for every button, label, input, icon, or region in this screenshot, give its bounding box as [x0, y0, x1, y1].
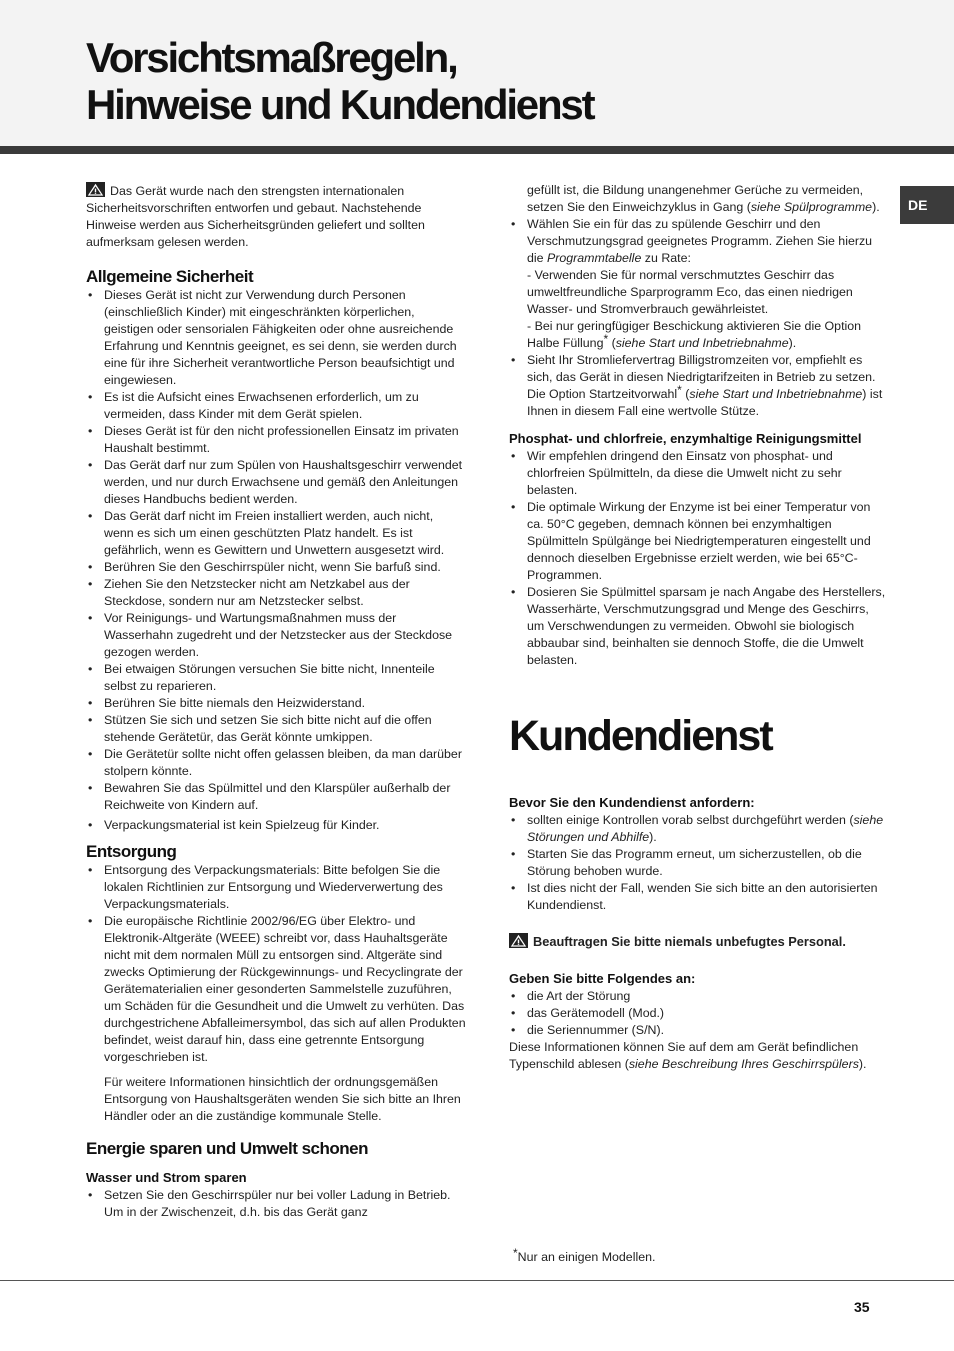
- list-item: • sollten einige Kontrollen vorab selbst durchgeführt werden (siehe Störungen und Abhilfe).: [509, 812, 889, 846]
- footer-rule: [0, 1280, 954, 1281]
- cross-reference: siehe Spülprogramme: [750, 200, 873, 214]
- list-item: • Bei etwaigen Störungen versuchen Sie bitte nicht, Innenteile selbst zu reparieren.: [86, 661, 466, 695]
- footnote: *Nur an einigen Modellen.: [513, 1246, 656, 1264]
- list-item: • die Art der Störung: [509, 988, 889, 1005]
- warning-icon: [86, 182, 105, 197]
- list-item: • Wählen Sie ein für das zu spülende Geschirr und den Verschmutzungsgrad geeignetes Programm. Ziehen Sie hierzu die Programmtabelle zu Rate: - Verwenden Sie für normal verschmutztes Geschirr das umweltfreundliche Sparprogramm Eco, das einen niedrigen Wasser- und Stromverbrauch gewährleistet. - Bei nur geringfügiger Beschickung aktivieren Sie die Option Halbe Füllung* (siehe Start und Inbetriebnahme).: [509, 216, 889, 352]
- language-tab: DE: [900, 186, 954, 224]
- section-heading-kundendienst: Kundendienst: [509, 712, 772, 760]
- intro-paragraph: [86, 182, 466, 251]
- phosphat-list: [509, 448, 889, 669]
- cross-reference: siehe Beschreibung Ihres Geschirrspülers: [628, 1057, 859, 1071]
- list-item: • Die optimale Wirkung der Enzyme ist bei einer Temperatur von ca. 50°C gegeben, demnach können bei enzymhaltigen Spülmitteln Spülgänge bei Niedrigtemperaturen eingestellt und dennoch dieselben Ergebnisse erzielt werden, wie bei 65°C-Programmen.: [509, 499, 889, 584]
- warning-text: Beauftragen Sie bitte niemals unbefugtes Personal.: [533, 934, 846, 949]
- list-item: • das Gerätemodell (Mod.): [509, 1005, 889, 1022]
- page-number: 35: [854, 1299, 870, 1315]
- list-item: • die Seriennummer (S/N).: [509, 1022, 889, 1039]
- warning-notice: [509, 933, 889, 951]
- list-item: • Vor Reinigungs- und Wartungsmaßnahmen muss der Wasserhahn zugedreht und der Netzstecker aus der Steckdose gezogen werden.: [86, 610, 466, 661]
- list-item: • Bewahren Sie das Spülmittel und den Klarspüler außerhalb der Reichweite von Kindern auf.: [86, 780, 466, 814]
- list-item: • Ziehen Sie den Netzstecker nicht am Netzkabel aus der Steckdose, sondern nur am Netzstecker selbst.: [86, 576, 466, 610]
- subheading-geben: Geben Sie bitte Folgendes an:: [509, 971, 696, 986]
- subheading-phosphat: Phosphat- und chlorfreie, enzymhaltige Reinigungsmittel: [509, 431, 862, 446]
- list-item: • Die Gerätetür sollte nicht offen gelassen bleiben, da man darüber stolpern könnte.: [86, 746, 466, 780]
- list-item: • Berühren Sie den Geschirrspüler nicht, wenn Sie barfuß sind.: [86, 559, 466, 576]
- warning-icon: [509, 933, 528, 948]
- list-item: • Stützen Sie sich und setzen Sie sich bitte nicht auf die offen stehende Gerätetür, das Gerät könnte umkippen.: [86, 712, 466, 746]
- right-column: [509, 182, 889, 1073]
- list-item: • Die europäische Richtlinie 2002/96/EG über Elektro- und Elektronik-Altgeräte (WEEE) schreibt vor, dass Hauhaltsgeräte nicht mit dem normalen Müll zu entsorgen sind. Altgeräte sind zwecks Optimierung der Rückgewinnungs- und Recyclingrate der Gerätematerialien einer gesonderten Sammelstelle zuzuführen, um Schäden für die Gesundheit und die Umwelt zu verhüten. Das durchgestrichene Abfalleimersymbol, das sich auf allen Produkten befindet, weist darauf hin, dass eine getrennte Entsorgung vorgeschrieben ist.: [86, 913, 466, 1066]
- list-item: • Wir empfehlen dringend den Einsatz von phosphat- und chlorfreien Spülmitteln, da diese die Umwelt nicht zu sehr belasten.: [509, 448, 889, 499]
- list-item: • Starten Sie das Programm erneut, um sicherzustellen, ob die Störung behoben wurde.: [509, 846, 889, 880]
- list-item-continued: gefüllt ist, die Bildung unangenehmer Gerüche zu vermeiden, setzen Sie den Einweichzyklus in Gang (siehe Spülprogramme).: [527, 183, 880, 214]
- cross-reference: siehe Störungen und Abhilfe: [527, 813, 884, 844]
- list-item: • Dosieren Sie Spülmittel sparsam je nach Angabe des Herstellers, Wasserhärte, Verschmutzungsgrad und Menge des Geschirrs, um Verschwendungen zu vermeiden. Obwohl sie biologisch abbaubar sind, beinhalten sie dennoch Stoffe, die die Umwelt belasten.: [509, 584, 889, 669]
- entsorgung-extra: Für weitere Informationen hinsichtlich der ordnungsgemäßen Entsorgung von Haushaltsgeräten wenden Sie sich bitte an Ihren Händler oder an die zuständige kommunale Stelle.: [104, 1075, 461, 1123]
- allgemeine-list: [86, 287, 466, 834]
- list-item: • Dieses Gerät ist nicht zur Verwendung durch Personen (einschließlich Kinder) mit eingeschränkten körperlichen, geistigen oder sensorialen Fähigkeiten oder ohne ausreichende Erfahrung und Kenntnis geeignet, es sei denn, sie werden durch eine für ihre Sicherheit verantwortliche Person beaufsichtigt und eingewiesen.: [86, 287, 466, 389]
- bevor-list: [509, 812, 889, 914]
- energie-list-start: [86, 1187, 466, 1221]
- list-item: • Berühren Sie bitte niemals den Heizwiderstand.: [86, 695, 466, 712]
- list-item: • Sieht Ihr Stromliefervertrag Billigstromzeiten vor, empfiehlt es sich, das Gerät in diesen Niedrigtarifzeiten in Betrieb zu setzen. Die Option Startzeitvorwahl* (siehe Start und Inbetriebnahme) ist Ihnen in diesem Fall eine wertvolle Stütze.: [509, 352, 889, 420]
- list-item: • Es ist die Aufsicht eines Erwachsenen erforderlich, um zu vermeiden, dass Kinder mit dem Gerät spielen.: [86, 389, 466, 423]
- intro-text: Das Gerät wurde nach den strengsten internationalen Sicherheitsvorschriften entworfen und gebaut. Nachstehende Hinweise werden aus Sicherheitsgründen geliefert und sollten aufmerksam gelesen werden.: [86, 184, 425, 249]
- list-item: • Verpackungsmaterial ist kein Spielzeug für Kinder.: [86, 817, 466, 834]
- list-item: • Setzen Sie den Geschirrspüler nur bei voller Ladung in Betrieb. Um in der Zwischenzeit, d.h. bis das Gerät ganz: [86, 1187, 466, 1221]
- list-item: • Ist dies nicht der Fall, wenden Sie sich bitte an den autorisierten Kundendienst.: [509, 880, 889, 914]
- geben-list: [509, 988, 889, 1039]
- typenschild-info: Diese Informationen können Sie auf dem am Gerät befindlichen Typenschild ablesen (siehe Beschreibung Ihres Geschirrspülers).: [509, 1040, 867, 1071]
- section-heading-entsorgung: Entsorgung: [86, 842, 177, 861]
- list-item: • Entsorgung des Verpackungsmaterials: Bitte befolgen Sie die lokalen Richtlinien zur Entsorgung und Wiederverwertung des Verpackungsmaterials.: [86, 862, 466, 913]
- cross-reference: siehe Start und Inbetriebnahme: [689, 387, 863, 401]
- page-title: [86, 34, 593, 128]
- list-item: • Das Gerät darf nicht im Freien installiert werden, auch nicht, wenn es sich um einen geschützten Platz handelt. Es ist gefährlich, wenn es Gewittern und Unwettern ausgesetzt wird.: [86, 508, 466, 559]
- page-title-line-1: Vorsichtsmaßregeln,: [86, 34, 457, 81]
- page-title-line-2: Hinweise und Kundendienst: [86, 81, 594, 128]
- cross-reference: Programmtabelle: [546, 251, 642, 265]
- cross-reference: siehe Start und Inbetriebnahme: [615, 336, 789, 350]
- title-rule: [0, 146, 954, 154]
- list-item: • Dieses Gerät ist für den nicht professionellen Einsatz im privaten Haushalt bestimmt.: [86, 423, 466, 457]
- left-column: [86, 182, 466, 1221]
- subheading-wasser-strom: Wasser und Strom sparen: [86, 1170, 247, 1185]
- energie-list-continued: [509, 182, 889, 420]
- list-item: • Das Gerät darf nur zum Spülen von Haushaltsgeschirr verwendet werden, und nur durch Erwachsene und gemäß den Anleitungen dieses Handbuchs bedient werden.: [86, 457, 466, 508]
- section-heading-allgemeine: Allgemeine Sicherheit: [86, 267, 254, 286]
- entsorgung-list: [86, 862, 466, 1066]
- section-heading-energie: Energie sparen und Umwelt schonen: [86, 1139, 369, 1158]
- subheading-bevor: Bevor Sie den Kundendienst anfordern:: [509, 795, 755, 810]
